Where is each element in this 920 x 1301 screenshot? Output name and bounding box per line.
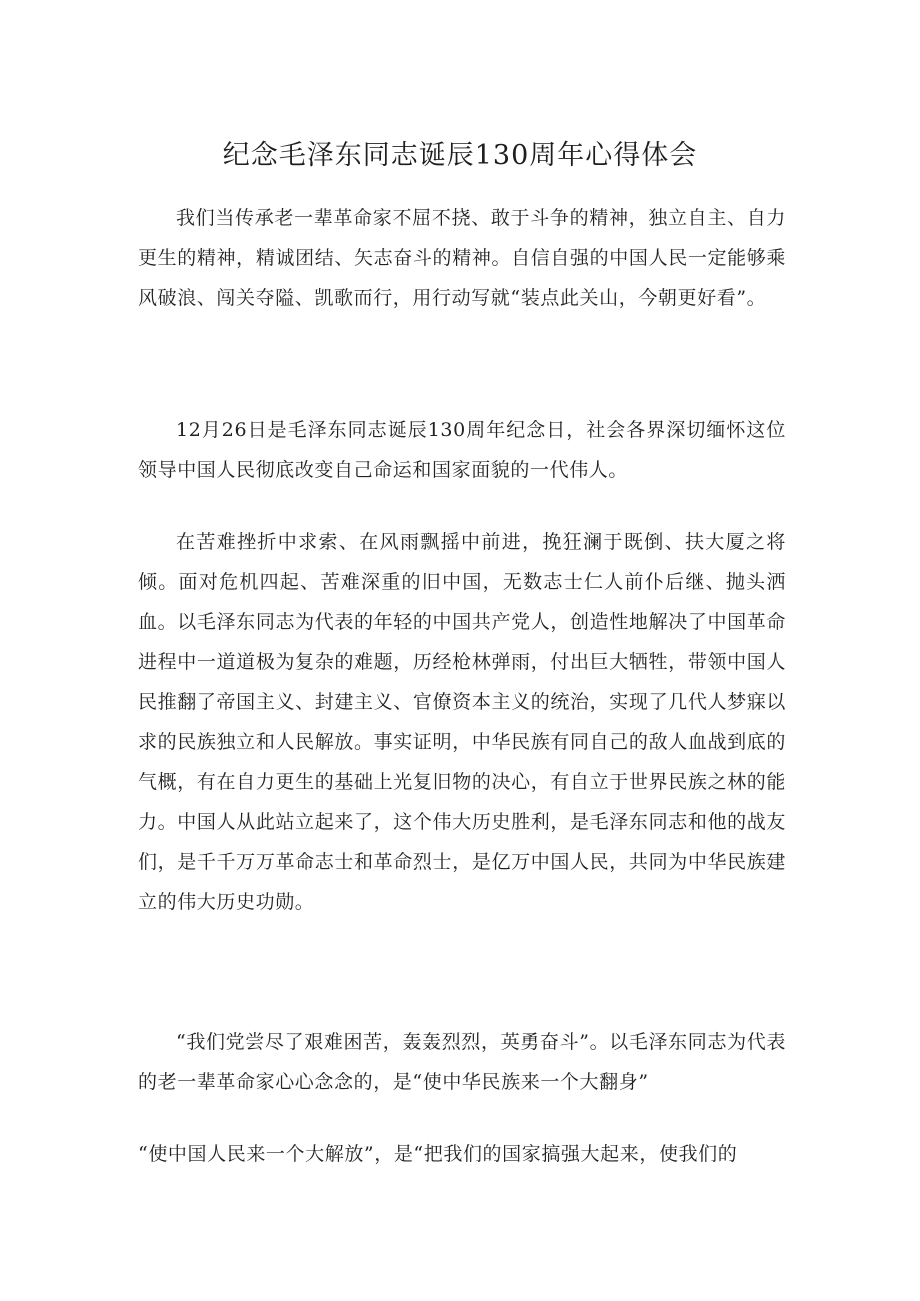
- document-title: 纪念毛泽东同志诞辰130周年心得体会: [222, 140, 698, 171]
- paragraph-3: 在苦难挫折中求索、在风雨飘摇中前进，挽狂澜于既倒、扶大厦之将倾。面对危机四起、苦难深重的旧中国，无数志士仁人前仆后继、抛头洒血。以毛泽东同志为代表的年轻的中国共产党人，创造性地解决了中国革命进程中一道道极为复杂的难题，历经枪林弹雨，付出巨大牺牲，带领中国人民推翻了帝国主义、封建主义、官僚资本主义的统治，实现了几代人梦寐以求的民族独立和人民解放。事实证明，中华民族有同自己的敌人血战到底的气概，有在自力更生的基础上光复旧物的决心，有自立于世界民族之林的能力。中国人从此站立起来了，这个伟大历史胜利，是毛泽东同志和他的战友们，是千千万万革命志士和革命烈士，是亿万中国人民，共同为中华民族建立的伟大历史功勋。: [138, 531, 786, 913]
- paragraph-2: 12月26日是毛泽东同志诞辰130周年纪念日，社会各界深切缅怀这位领导中国人民彻底改变自己命运和国家面貌的一代伟人。: [138, 419, 786, 481]
- paragraph-5: “使中国人民来一个大解放”，是“把我们的国家搞强大起来，使我们的: [138, 1143, 738, 1165]
- paragraph-1: 我们当传承老一辈革命家不屈不挠、敢于斗争的精神，独立自主、自力更生的精神，精诚团结、矢志奋斗的精神。自信自强的中国人民一定能够乘风破浪、闯关夺隘、凯歌而行，用行动写就“装点此关山，今朝更好看”。: [138, 207, 786, 309]
- paragraph-4: “我们党尝尽了艰难困苦，轰轰烈烈，英勇奋斗”。以毛泽东同志为代表的老一辈革命家心心念念的，是“使中华民族来一个大翻身”: [138, 1031, 786, 1093]
